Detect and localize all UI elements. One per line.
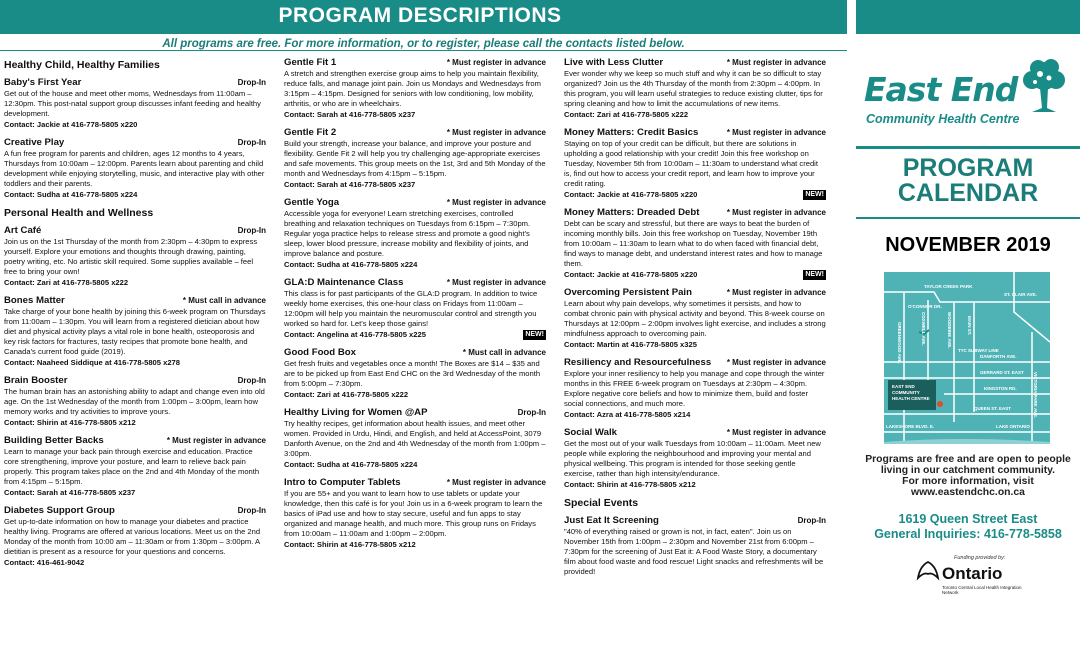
calendar-title-line: PROGRAM [902, 154, 1034, 182]
contact-text: Contact: Naaheed Siddique at 416-778-5805 x278 [4, 358, 180, 367]
contact-text: Contact: 416-461-9042 [4, 558, 85, 567]
program-header [284, 348, 546, 358]
program-description: Explore your inner resiliency to help you manage and cope through the winter months in this FREE 6-week program on Tuesdays at 2:30pm – 4:30pm. Explore negative core beliefs and how to minimize them, build and foster social connections, and much more. [564, 369, 825, 408]
info-line: Programs are free and are open to people [865, 454, 1071, 465]
registration-tag: Drop-In [797, 516, 826, 525]
program-contact [564, 340, 826, 350]
registration-tag: * Must register in advance [446, 128, 546, 137]
program-contact [564, 480, 826, 490]
program-title: Gentle Fit 1 [284, 57, 337, 68]
program-title: Bones Matter [4, 295, 65, 306]
program-title: Building Better Backs [4, 435, 104, 446]
program-description: Try healthy recipes, get information about health issues, and meet other women. Provided in Urdu, Hindi, and English, and held at AccessPoint, 3079 Danforth Avenue, on the 2nd and 4th Wednesday of the month from 1:00pm – 3:00pm. [284, 419, 546, 458]
program-description: Accessible yoga for everyone! Learn stretching exercises, controlled breathing and relaxation techniques on Tuesdays from 6:15pm – 7:30pm. Regular yoga practice helps to release stress and promote a good night's sleep, lower blood pressure, increase mobility and flexibility of joints, and improve balance and posture. [284, 209, 531, 258]
program-entry [4, 138, 266, 200]
map-label: O'CONNOR DR. [908, 304, 942, 309]
program-description: A stretch and strengthen exercise group aims to help you maintain flexibility, reduce falls, and manage joint pain. Join us Mondays and Wednesdays from 3:15pm – 4:15pm. Designed for seniors with low conditioning, low mobility, arthritis, or who are in wheelchairs. [284, 69, 541, 108]
program-description: This class is for past participants of the GLA:D program. In addition to twice weekly home exercises, this one-hour class on Fridays from 11:00am – 12:00pm will help you maintain the neuromuscular control and strength you worked so hard for. Let's keep those gains! [284, 289, 538, 328]
ontario-trillium-icon [916, 560, 940, 582]
program-entry [284, 408, 546, 470]
program-header [4, 138, 266, 148]
map-label: QUEEN ST. EAST [974, 406, 1012, 411]
contact-text: Contact: Azra at 416-778-5805 x214 [564, 410, 691, 419]
registration-tag: Drop-In [237, 506, 266, 515]
program-header [4, 376, 266, 386]
logo-subtitle: Community Health Centre [866, 112, 1020, 126]
new-badge: NEW! [525, 331, 544, 338]
column-1 [4, 58, 266, 576]
contact-text: Contact: Zari at 416-778-5805 x222 [4, 278, 129, 287]
registration-tag: Drop-In [237, 78, 266, 87]
registration-tag: * Must register in advance [446, 58, 546, 67]
map-label: WOODBINE AVE. [947, 312, 952, 349]
registration-tag: Drop-In [237, 138, 266, 147]
program-header [4, 296, 266, 306]
program-entry [4, 226, 266, 288]
registration-tag: * Must register in advance [726, 58, 826, 67]
program-description: If you are 55+ and you want to learn how to use tablets or update your knowledge, then this café is for you! Join us in a 6-week program to learn the basics of iPad use and how to stay secure, useful and fun apps to stay organized and manage health, and much more. This group runs on Fridays from 10:00am – 11:00am and 1:00pm – 2:00pm. [284, 489, 543, 538]
contact-text: Contact: Shirin at 416-778-5805 x212 [4, 418, 136, 427]
contact-text: Contact: Zari at 416-778-5805 x222 [284, 390, 409, 399]
program-title: Diabetes Support Group [4, 505, 115, 516]
registration-tag: Drop-In [237, 376, 266, 385]
program-entry [564, 516, 826, 577]
banner-title: PROGRAM DESCRIPTIONS [278, 4, 562, 27]
program-entry [4, 78, 266, 130]
program-header [284, 198, 546, 208]
registration-tag: * Must register in advance [446, 278, 546, 287]
contact-text: Contact: Sarah at 416-778-5805 x237 [4, 488, 136, 497]
program-title: Intro to Computer Tablets [284, 477, 401, 488]
contact-text: Contact: Zari at 416-778-5805 x222 [564, 110, 689, 119]
program-contact [284, 390, 546, 400]
program-contact [4, 190, 266, 200]
program-description: Get fresh fruits and vegetables once a month! The Boxes are $14 – $35 and are to be picked up from East End CHC on the 3rd Wednesday of the month from 5:00pm – 7:30pm. [284, 359, 541, 388]
map-label: VICTORIA PARK AVE. [1033, 372, 1038, 419]
program-entry [564, 428, 826, 490]
month-title: NOVEMBER 2019 [885, 234, 1051, 256]
contact-text: Contact: Jackie at 416-778-5805 x220 [564, 270, 698, 279]
map-label: TTC SUBWAY LINE [958, 348, 999, 353]
registration-tag: * Must call in advance [182, 296, 266, 305]
program-entry [564, 208, 826, 280]
program-entry [4, 296, 266, 368]
program-title: Resiliency and Resourcefulness [564, 357, 712, 368]
program-title: Creative Play [4, 137, 65, 148]
program-contact [4, 120, 266, 130]
divider [856, 217, 1080, 219]
program-description: Get the most out of your walk Tuesdays from 10:00am – 11:00am. Meet new people while exploring the neighbourhood and improving your mental and physical wellbeing. This program is intended for those seeking gentle exercise, rather than high intensity/endurance. [564, 439, 821, 478]
program-entry [284, 198, 546, 270]
new-badge: NEW! [805, 191, 824, 198]
info-text [856, 454, 1080, 498]
registration-tag: * Must register in advance [726, 358, 826, 367]
program-header [4, 226, 266, 236]
program-header [564, 208, 826, 218]
program-description: Join us on the 1st Thursday of the month from 2:30pm – 4:30pm to express yourself. Explore your emotions and thoughts through drawing, painting, poetry writing, etc. No artistic skill required. Some supplies available – feel free to bring your own! [4, 237, 258, 276]
program-description: Get out of the house and meet other moms, Wednesdays from 11:00am – 12:30pm. This post-natal support group discusses infant feeding and healthy development. [4, 89, 261, 118]
info-line: For more information, visit [902, 476, 1034, 487]
program-entry [284, 348, 546, 400]
section-heading: Special Events [564, 497, 639, 509]
program-contact [4, 278, 266, 288]
program-description: Build your strength, increase your balance, and improve your posture and flexibility. Gentle Fit 2 will help you try challenging age-appropriate exercises and safe movements. This group meets on the 1st, 3rd and 5th Monday of the month and Wednesdays from 4:15pm – 5:15pm. [284, 139, 546, 178]
map-label: ST. CLAIR AVE. [1004, 292, 1037, 297]
program-contact [564, 110, 826, 120]
program-entry [4, 436, 266, 498]
registration-tag: * Must register in advance [726, 428, 826, 437]
registration-tag: * Must register in advance [446, 478, 546, 487]
program-description: Staying on top of your credit can be difficult, but there are solutions in upholding a good relationship with your credit! Join this free workshop on Tuesday, November 5th from 10:00am – 11:30am to understand what credit is, find out how to access your credit report, and learn how to improve your credit rating. [564, 139, 818, 188]
program-contact [4, 558, 266, 568]
program-contact [284, 260, 546, 270]
website-link[interactable]: www.eastendchc.on.ca [911, 487, 1025, 498]
program-header [564, 58, 826, 68]
program-contact [564, 190, 826, 200]
program-contact [564, 270, 826, 280]
calendar-title [856, 156, 1080, 206]
program-entry [284, 278, 546, 340]
program-title: Money Matters: Credit Basics [564, 127, 699, 138]
program-header [284, 408, 546, 418]
program-description: Take charge of your bone health by joining this 6-week program on Thursdays from 11:00am – 1:30pm. You will learn from a registered dietician about how diet and physical activity plays a vital role in bone health, osteoporosis and key risk factors for fractures, tasty recipes that promote bone health, and Canada's current food guide (2019). [4, 307, 266, 356]
registration-tag: * Must register in advance [726, 128, 826, 137]
program-entry [4, 506, 266, 568]
program-title: Social Walk [564, 427, 617, 438]
contact-text: Contact: Jackie at 416-778-5805 x220 [564, 190, 698, 199]
address-block [856, 512, 1080, 542]
map-label: DANFORTH AVE. [980, 354, 1017, 359]
program-header [564, 358, 826, 368]
program-header [564, 128, 826, 138]
map-label: MAIN ST. [967, 316, 972, 336]
lhin-text: Toronto Central Local Health Integration Network [942, 585, 1022, 595]
program-description: The human brain has an astonishing ability to adapt and change even into old age. On the 1st Wednesday of the month from 1:00pm – 3:00pm, learn how memory works and try activities to improve yours. [4, 387, 265, 416]
program-description: Learn about why pain develops, why sometimes it persists, and how to combat chronic pain with physical activity and beyond. This 8-week course on Thursdays at 12:00pm – 2:00pm involves light exercise, and includes a strong mindfulness approach to overcoming pain. [564, 299, 826, 338]
program-description: Learn to manage your back pain through exercise and education. Practice core strengthening, improve your posture, and learn to relieve back pain properly. This program takes place on the 2nd and 4th Monday of the month from 4:15pm – 5:15pm. [4, 447, 260, 486]
contact-text: Contact: Sarah at 416-778-5805 x237 [284, 180, 416, 189]
registration-tag: * Must call in advance [462, 348, 546, 357]
program-entry [284, 478, 546, 550]
program-description: A fun free program for parents and children, ages 12 months to 4 years, Thursdays from 10:00am – 12:00pm. Parents learn about parenting and child development while enjoying storytelling, music, and interactive play with other toddlers and their parents. [4, 149, 265, 188]
contact-text: Contact: Shirin at 416-778-5805 x212 [564, 480, 696, 489]
program-contact [4, 488, 266, 498]
calendar-title-line: CALENDAR [897, 179, 1039, 207]
contact-text: Contact: Sudha at 416-778-5805 x224 [284, 260, 418, 269]
registration-tag: * Must register in advance [726, 288, 826, 297]
program-entry [564, 288, 826, 350]
program-header [284, 278, 546, 288]
contact-text: Contact: Angelina at 416-778-5805 x225 [284, 330, 426, 339]
map-label: LAKESHORE BLVD. E. [886, 424, 935, 429]
program-header [4, 506, 266, 516]
program-header [564, 516, 826, 526]
program-title: Good Food Box [284, 347, 356, 358]
phone: General Inquiries: 416-778-5858 [874, 527, 1062, 541]
map-label: EAST END [892, 384, 915, 389]
program-description: Ever wonder why we keep so much stuff and why it can be so difficult to stay organized? Join us the 4th Thursday of the month from 2:30pm – 4:00pm. In this program, you will learn useful strategies to reduce existing clutter, tips for spring cleaning and how to limit the accumulations of new items. [564, 69, 823, 108]
registration-tag: * Must register in advance [726, 208, 826, 217]
program-header [4, 78, 266, 88]
map-label: COXWELL AVE. [921, 312, 926, 346]
program-entry [284, 58, 546, 120]
map-label: KINGSTON RD. [984, 386, 1017, 391]
program-contact [284, 540, 546, 550]
program-contact [284, 180, 546, 190]
program-title: Baby's First Year [4, 77, 82, 88]
map-label: GERRARD ST. EAST [980, 370, 1024, 375]
program-contact [4, 358, 266, 368]
map-label: TAYLOR CREEK PARK [924, 284, 973, 289]
contact-text: Contact: Martin at 416-778-5805 x325 [564, 340, 697, 349]
program-contact [284, 330, 546, 340]
divider [0, 50, 847, 51]
map-label: LAKE ONTARIO [996, 424, 1030, 429]
map-label: GREENWOOD AVE. [897, 322, 902, 364]
funded-by: Funding provided by: [954, 555, 1006, 561]
logo-title: East End [864, 70, 1018, 109]
column-3 [564, 58, 826, 585]
program-contact [284, 110, 546, 120]
program-entry [4, 376, 266, 428]
contact-text: Contact: Sarah at 416-778-5805 x237 [284, 110, 416, 119]
contact-text: Contact: Jackie at 416-778-5805 x220 [4, 120, 138, 129]
tree-logo-icon [1018, 58, 1070, 114]
program-contact [564, 410, 826, 420]
program-entry [284, 128, 546, 190]
program-header [284, 478, 546, 488]
program-header [284, 128, 546, 138]
program-header [564, 428, 826, 438]
program-title: Just Eat It Screening [564, 515, 659, 526]
banner-bar-right [856, 0, 1080, 34]
program-title: Money Matters: Dreaded Debt [564, 207, 700, 218]
registration-tag: Drop-In [237, 226, 266, 235]
program-title: Overcoming Persistent Pain [564, 287, 692, 298]
section-heading: Personal Health and Wellness [4, 207, 154, 219]
program-description: Get up-to-date information on how to manage your diabetes and practice healthy living. Programs are offered at various locations. Meet us on the 2nd Monday of the month from 10:00 am – 11:30am or from 1:30pm – 3:00pm. A dietitian is present as a resource for your questions and concerns. [4, 517, 261, 556]
program-title: Live with Less Clutter [564, 57, 664, 68]
divider [856, 146, 1080, 149]
map-label: COMMUNITY [892, 390, 920, 395]
map-label: HEALTH CENTRE [892, 396, 930, 401]
program-header [4, 436, 266, 446]
program-entry [564, 128, 826, 200]
contact-text: Contact: Sudha at 416-778-5805 x224 [284, 460, 418, 469]
registration-tag: * Must register in advance [446, 198, 546, 207]
ontario-logo: Ontario [942, 564, 1003, 583]
banner [0, 0, 1080, 34]
program-contact [4, 418, 266, 428]
program-description: "40% of everything raised or grown is not, in fact, eaten". Join us on November 15th from 1:00pm – 2:30pm and November 21st from 6:00pm – 7:30pm for the screening of Just Eat it: A Food Waste Story, a documentary film about food waste and food rescue! Light snacks and refreshments will be provided! [564, 527, 824, 576]
subtitle: All programs are free. For more information, or to register, please call the contacts listed below. [162, 38, 685, 50]
registration-tag: * Must register in advance [166, 436, 266, 445]
program-header [564, 288, 826, 298]
registration-tag: Drop-In [517, 408, 546, 417]
program-title: GLA:D Maintenance Class [284, 277, 404, 288]
program-description: Debt can be scary and stressful, but there are ways to beat the burden of incoming monthly bills. Join this free workshop on Tuesday, November 19th from 10:00am – 11:30am to learn what to do when faced with financial debt, find ways to manage debt, and understand interest rates and how to manage them. [564, 219, 823, 268]
program-entry [564, 358, 826, 420]
contact-text: Contact: Sudha at 416-778-5805 x224 [4, 190, 138, 199]
program-title: Brain Booster [4, 375, 68, 386]
program-title: Art Café [4, 225, 42, 236]
section-heading: Healthy Child, Healthy Families [4, 59, 160, 71]
location-map [884, 272, 1050, 444]
program-entry [564, 58, 826, 120]
info-line: living in our catchment community. [880, 465, 1056, 476]
new-badge: NEW! [805, 271, 824, 278]
program-header [284, 58, 546, 68]
program-contact [284, 460, 546, 470]
program-title: Healthy Living for Women @AP [284, 407, 428, 418]
program-title: Gentle Yoga [284, 197, 340, 208]
sidebar [856, 34, 1080, 651]
column-2 [284, 58, 546, 558]
address: 1619 Queen Street East [898, 512, 1038, 526]
program-title: Gentle Fit 2 [284, 127, 337, 138]
contact-text: Contact: Shirin at 416-778-5805 x212 [284, 540, 416, 549]
